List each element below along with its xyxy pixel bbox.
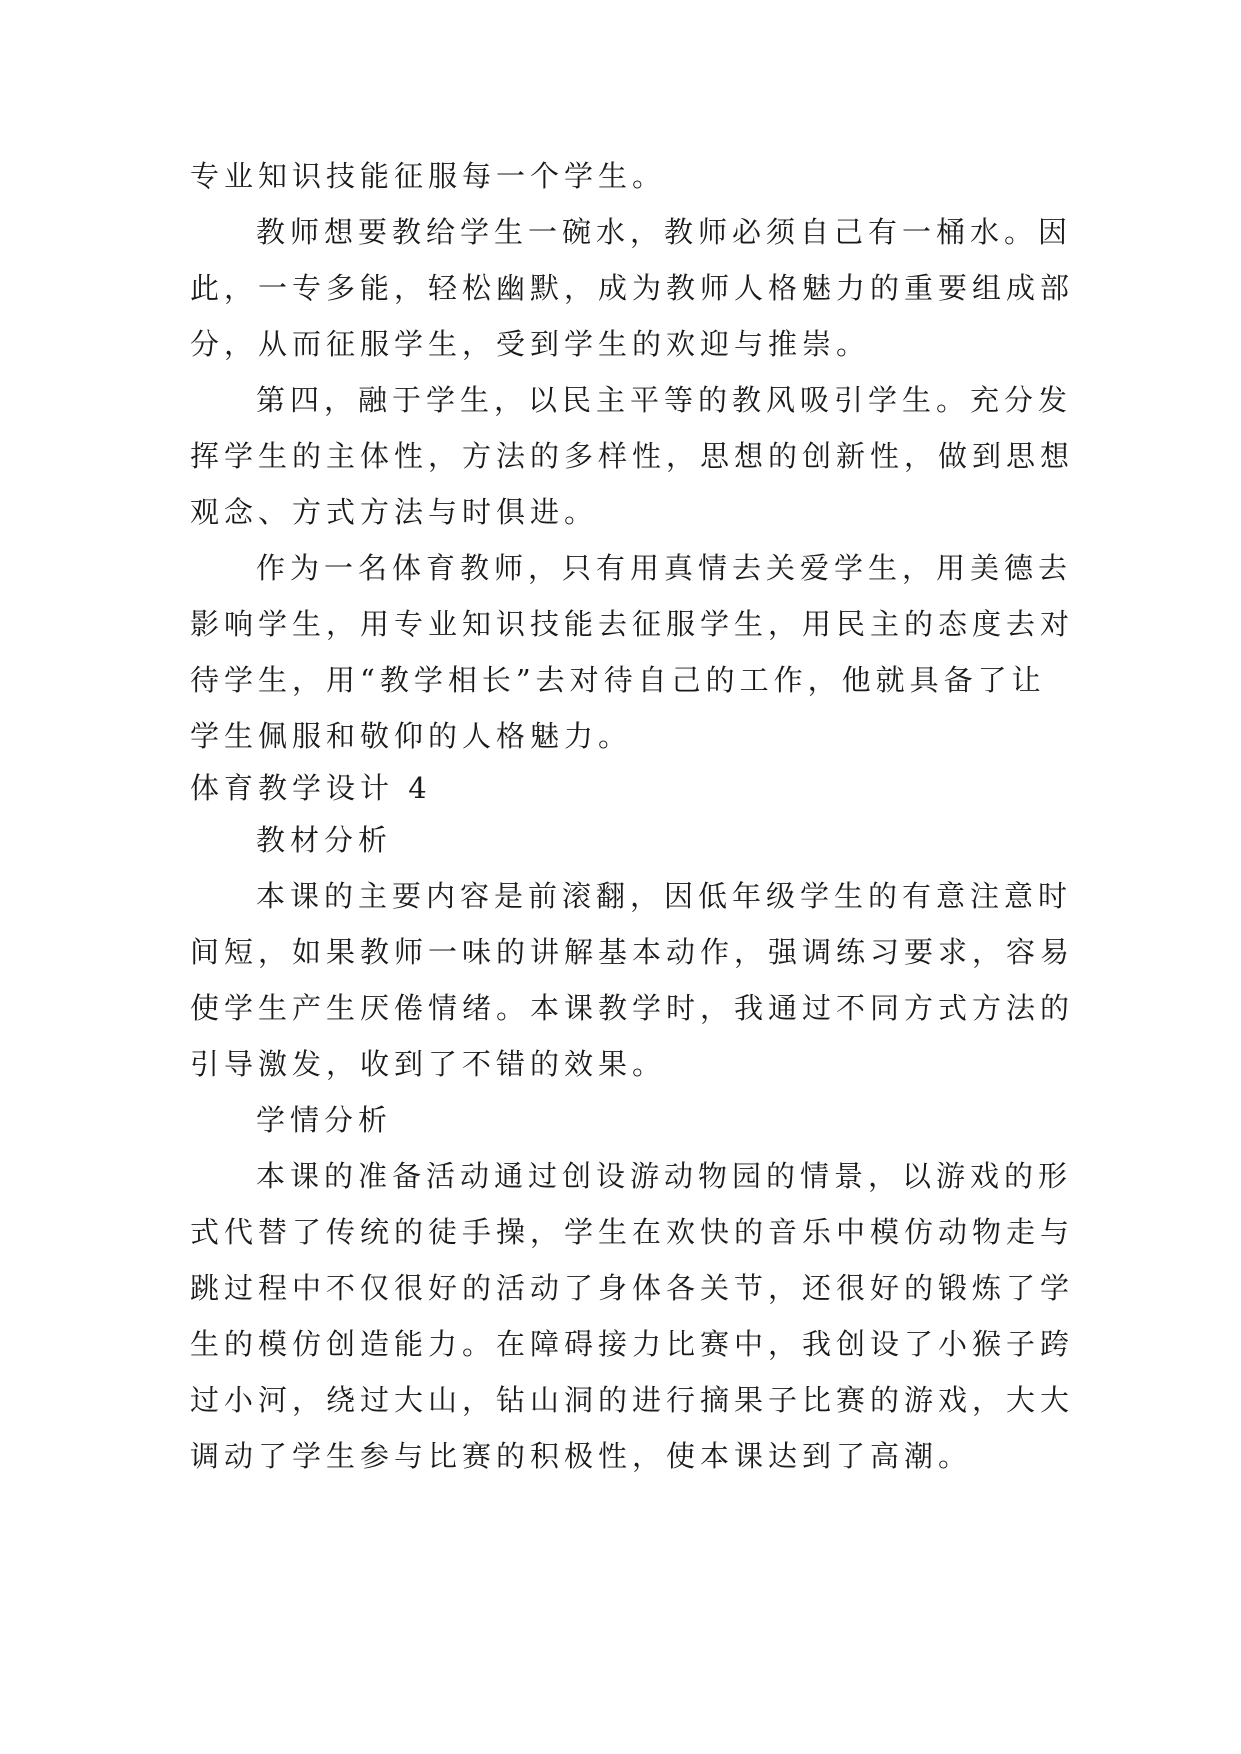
paragraph-line: 分，从而征服学生，受到学生的欢迎与推崇。 [190,327,871,361]
paragraph-line: 式代替了传统的徒手操，学生在欢快的音乐中模仿动物走与 [190,1215,1075,1249]
paragraph-line: 观念、方式方法与时俱进。 [190,495,599,529]
paragraph-line: 影响学生，用专业知识技能去征服学生，用民主的态度去对 [190,607,1075,641]
paragraph-line: 本课的准备活动通过创设游动物园的情景，以游戏的形 [256,1159,1073,1193]
paragraph-line: 教师想要教给学生一碗水，教师必须自己有一桶水。因 [256,215,1073,249]
paragraph-line: 使学生产生厌倦情绪。本课教学时，我通过不同方式方法的 [190,991,1075,1025]
paragraph-line: 生的模仿创造能力。在障碍接力比赛中，我创设了小猴子跨 [190,1327,1075,1361]
section-heading: 体育教学设计 4 [190,771,432,805]
paragraph-line: 待学生，用“教学相长”去对待自己的工作，他就具备了让 [190,663,1046,697]
paragraph-line: 专业知识技能征服每一个学生。 [190,159,667,193]
subsection-heading: 学情分析 [256,1103,393,1137]
paragraph-line: 过小河，绕过大山，钻山洞的进行摘果子比赛的游戏，大大 [190,1383,1075,1417]
paragraph-line: 第四，融于学生，以民主平等的教风吸引学生。充分发 [256,383,1073,417]
subsection-heading: 教材分析 [256,823,393,857]
paragraph-line: 调动了学生参与比赛的积极性，使本课达到了高潮。 [190,1439,973,1473]
paragraph-line: 学生佩服和敬仰的人格魅力。 [190,719,633,753]
paragraph-line: 引导激发，收到了不错的效果。 [190,1047,667,1081]
paragraph-line: 挥学生的主体性，方法的多样性，思想的创新性，做到思想 [190,439,1075,473]
paragraph-line: 本课的主要内容是前滚翻，因低年级学生的有意注意时 [256,879,1073,913]
paragraph-line: 间短，如果教师一味的讲解基本动作，强调练习要求，容易 [190,935,1075,969]
paragraph-line: 此，一专多能，轻松幽默，成为教师人格魅力的重要组成部 [190,271,1075,305]
paragraph-line: 作为一名体育教师，只有用真情去关爱学生，用美德去 [256,551,1073,585]
paragraph-line: 跳过程中不仅很好的活动了身体各关节，还很好的锻炼了学 [190,1271,1075,1305]
